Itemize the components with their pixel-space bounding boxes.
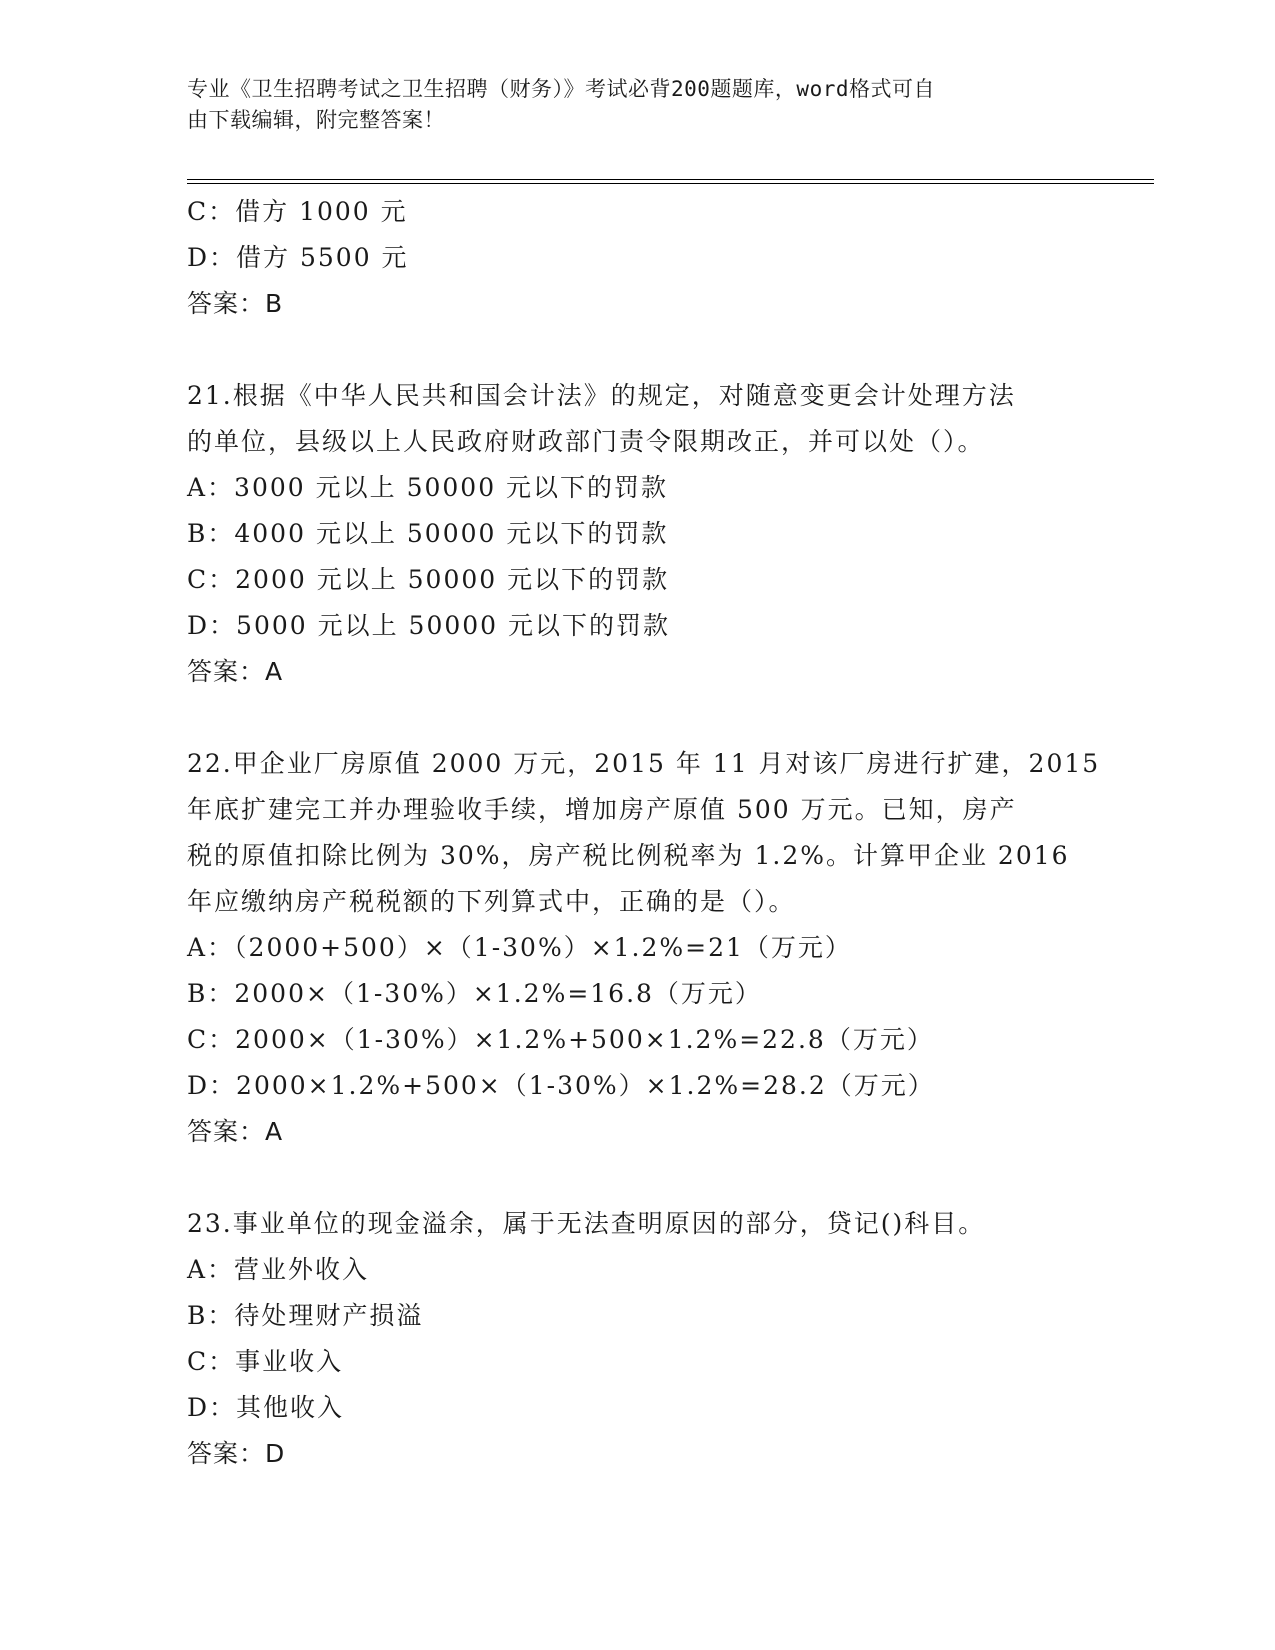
document-body bbox=[187, 189, 1101, 1477]
q23-option-b: B：待处理财产损溢 bbox=[187, 1301, 424, 1330]
q21-stem-line-1: 21.根据《中华人民共和国会计法》的规定，对随意变更会计处理方法 bbox=[187, 381, 1016, 410]
question-22 bbox=[187, 741, 1101, 1155]
question-21 bbox=[187, 373, 1087, 695]
q21-option-a: A：3000 元以上 50000 元以下的罚款 bbox=[187, 473, 669, 502]
q20-option-d: D：借方 5500 元 bbox=[187, 243, 409, 272]
spacer bbox=[187, 327, 1087, 373]
q21-option-c: C：2000 元以上 50000 元以下的罚款 bbox=[187, 565, 670, 594]
q21-answer: 答案：A bbox=[187, 657, 284, 686]
q22-option-d: D：2000×1.2%+500×（1-30%）×1.2%=28.2（万元） bbox=[187, 1071, 935, 1100]
spacer bbox=[187, 695, 1087, 741]
q22-stem-line-4: 年应缴纳房产税税额的下列算式中，正确的是（）。 bbox=[187, 887, 796, 916]
question-20-tail bbox=[187, 189, 1087, 327]
q23-option-c: C：事业收入 bbox=[187, 1347, 344, 1376]
q22-stem-line-1: 22.甲企业厂房原值 2000 万元，2015 年 11 月对该厂房进行扩建，2015 bbox=[187, 749, 1101, 778]
q20-answer: 答案：B bbox=[187, 289, 284, 318]
header-divider-bottom bbox=[187, 183, 1154, 184]
document-header bbox=[187, 74, 1087, 136]
q22-stem-line-2: 年底扩建完工并办理验收手续，增加房产原值 500 万元。已知，房产 bbox=[187, 795, 1017, 824]
q20-option-c: C：借方 1000 元 bbox=[187, 197, 408, 226]
q22-option-b: B：2000×（1-30%）×1.2%=16.8（万元） bbox=[187, 979, 762, 1008]
q21-option-b: B：4000 元以上 50000 元以下的罚款 bbox=[187, 519, 669, 548]
question-23 bbox=[187, 1201, 1087, 1477]
q23-answer: 答案：D bbox=[187, 1439, 286, 1468]
q22-option-c: C：2000×（1-30%）×1.2%+500×1.2%=22.8（万元） bbox=[187, 1025, 934, 1054]
header-line-1: 专业《卫生招聘考试之卫生招聘（财务）》考试必背200题题库，word格式可自 bbox=[187, 77, 935, 101]
q22-option-a: A：（2000+500）×（1-30%）×1.2%=21（万元） bbox=[187, 933, 852, 962]
spacer bbox=[187, 1155, 1087, 1201]
q22-stem-line-3: 税的原值扣除比例为 30%，房产税比例税率为 1.2%。计算甲企业 2016 bbox=[187, 841, 1070, 870]
q21-stem-line-2: 的单位，县级以上人民政府财政部门责令限期改正，并可以处（）。 bbox=[187, 427, 985, 456]
q23-option-d: D：其他收入 bbox=[187, 1393, 345, 1422]
header-divider-top bbox=[187, 179, 1154, 180]
q23-stem-line-1: 23.事业单位的现金溢余，属于无法查明原因的部分，贷记()科目。 bbox=[187, 1209, 986, 1238]
q22-answer: 答案：A bbox=[187, 1117, 284, 1146]
q21-option-d: D：5000 元以上 50000 元以下的罚款 bbox=[187, 611, 671, 640]
q23-option-a: A：营业外收入 bbox=[187, 1255, 370, 1284]
header-line-2: 由下载编辑，附完整答案！ bbox=[187, 108, 445, 132]
